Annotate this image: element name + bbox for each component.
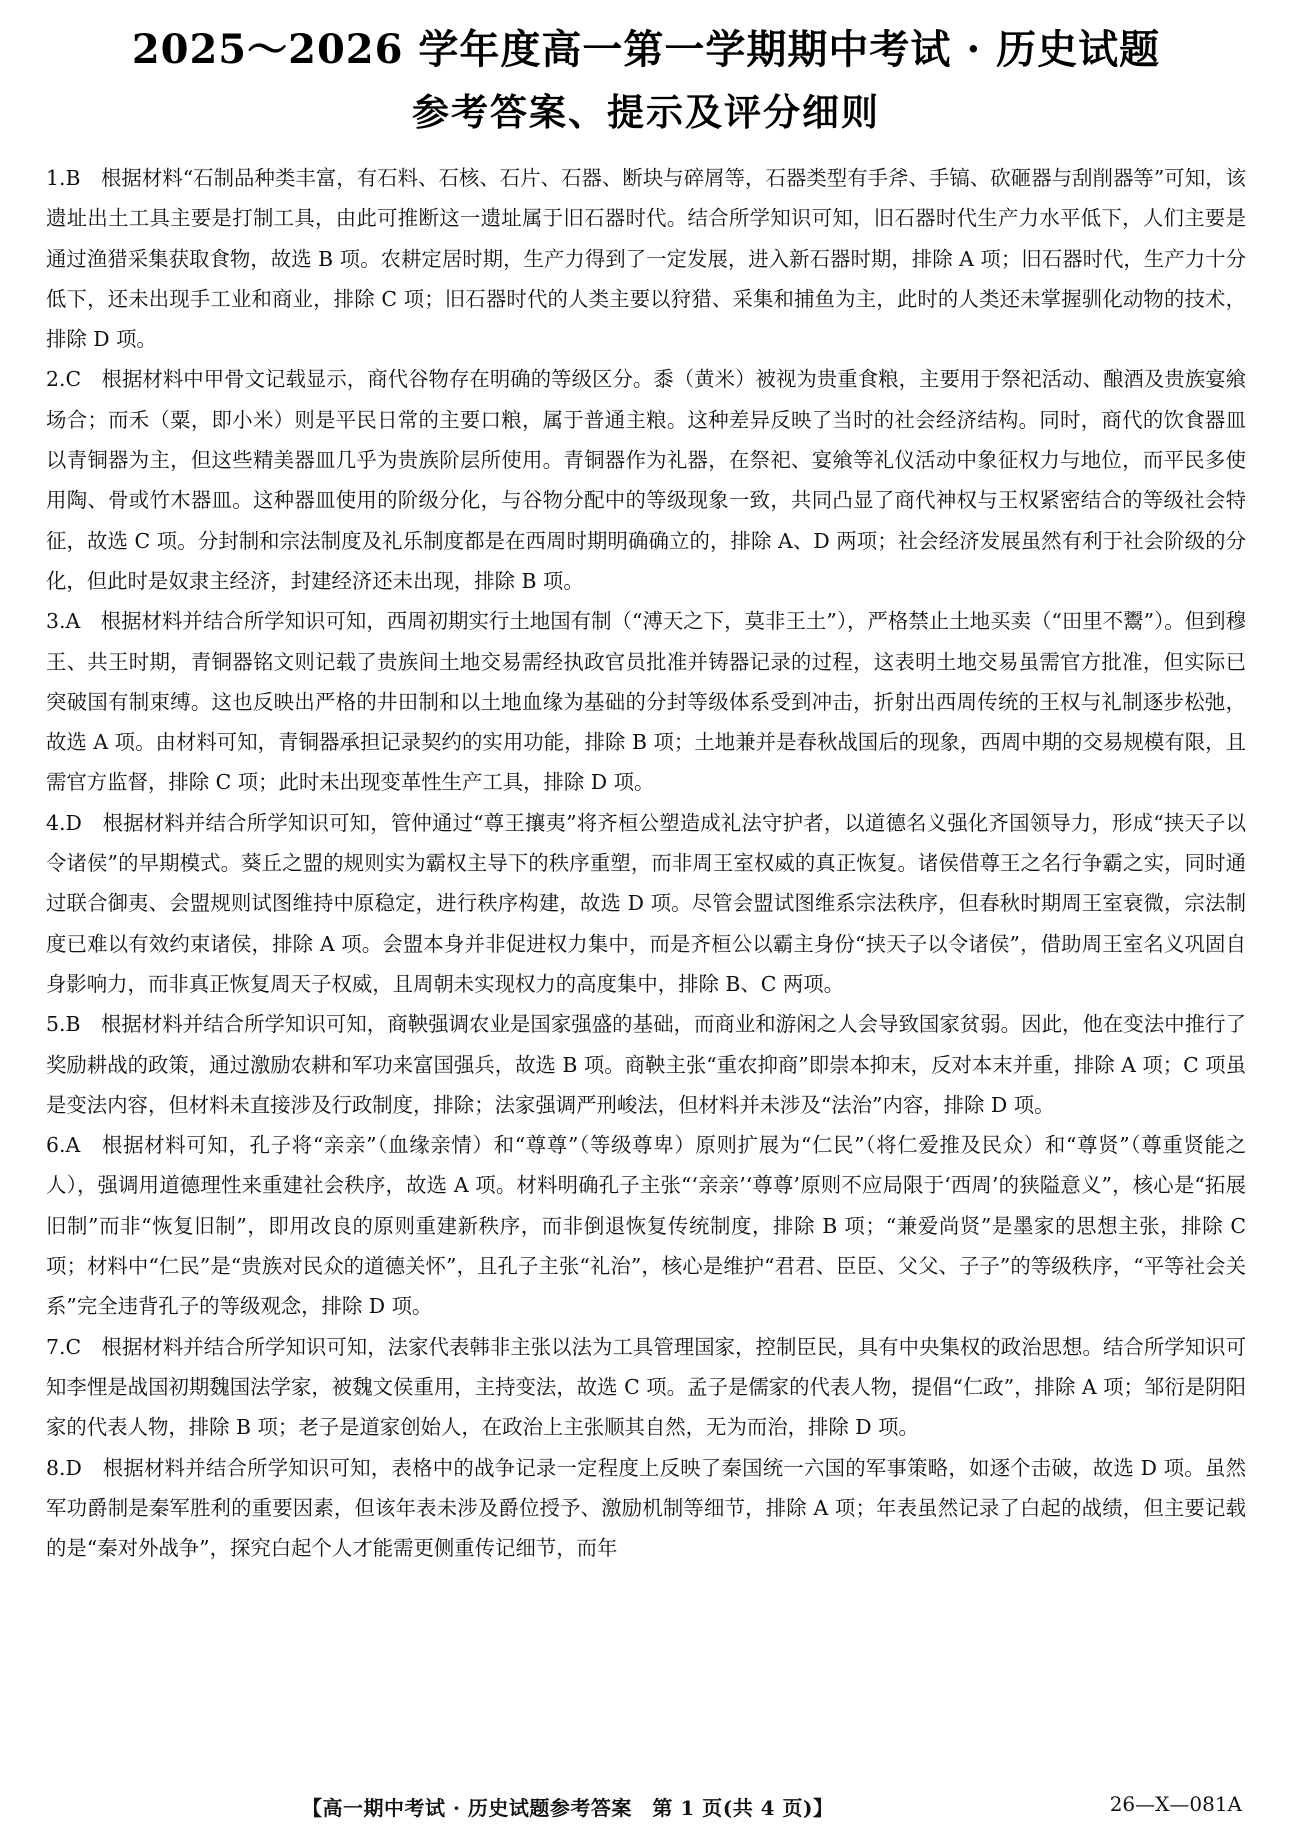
answer-text: 根据材料并结合所学知识可知，表格中的战争记录一定程度上反映了秦国统一六国的军事策略，如逐个击破，故选 D 项。虽然军功爵制是秦军胜利的重要因素，但该年表未涉及爵位授予、激励机制等细节，排除 A 项；年表虽然记录了白起的战绩，但主要记载的是“秦对外战争”，探究白起个人才能需更侧重传记细节，而年 (46, 1455, 1247, 1561)
answer-item-7 (46, 1327, 1246, 1448)
answer-text: 根据材料并结合所学知识可知，管仲通过“尊王攘夷”将齐桓公塑造成礼法守护者，以道德名义强化齐国领导力，形成“挟天子以令诸侯”的早期模式。葵丘之盟的规则实为霸权主导下的秩序重塑，而非周王室权威的真正恢复。诸侯借尊王之名行争霸之实，同时通过联合御夷、会盟规则试图维持中原稳定，进行秩序构建，故选 D 项。尽管会盟试图维系宗法秩序，但春秋时期周王室衰微，宗法制度已难以有效约束诸侯，排除 A 项。会盟本身并非促进权力集中，而是齐桓公以霸主身份“挟天子以令诸侯”，借助周王室名义巩固自身影响力，而非真正恢复周天子权威，且周朝未实现权力的高度集中，排除 B、C 两项。 (46, 810, 1246, 996)
page-title: 2025～2026 学年度高一第一学期期中考试 · 历史试题 (131, 26, 1161, 73)
answer-number: 4.D (46, 810, 82, 835)
answer-number: 1.B (46, 166, 81, 190)
answer-item-1 (46, 158, 1246, 359)
page-footer (0, 1792, 1292, 1826)
answer-text: 根据材料可知，孔子将“亲亲”（血缘亲情）和“尊尊”（等级尊卑）原则扩展为“仁民”（将仁爱推及民众）和“尊贤”（尊重贤能之人），强调用道德理性来重建社会秩序，故选 A 项。材料明确孔子主张“‘亲亲’‘尊尊’原则不应局限于‘西周’的狭隘意义”，核心是“拓展旧制”而非“恢复旧制”，即用改良的原则重建新秩序，而非倒退恢复传统制度，排除 B 项；“兼爱尚贤”是墨家的思想主张，排除 C 项；材料中“仁民”是“贵族对民众的道德关怀”，且孔子主张“礼治”，核心是维护“君君、臣臣、父父、子子”的等级秩序，“平等社会关系”完全违背孔子的等级观念，排除 D 项。 (46, 1133, 1247, 1319)
answer-number: 5.B (46, 1012, 81, 1037)
answer-number: 3.A (46, 609, 81, 634)
answer-item-5 (46, 1004, 1246, 1125)
answer-text: 根据材料“石制品种类丰富，有石料、石核、石片、石器、断块与碎屑等，石器类型有手斧、手镐、砍砸器与刮削器等”可知，该遗址出土工具主要是打制工具，由此可推断这一遗址属于旧石器时代。结合所学知识可知，旧石器时代生产力水平低下，人们主要是通过渔猎采集获取食物，故选 B 项。农耕定居时期，生产力得到了一定发展，进入新石器时期，排除 A 项；旧石器时代，生产力十分低下，还未出现手工业和商业，排除 C 项；旧石器时代的人类主要以狩猎、采集和捕鱼为主，此时的人类还未掌握驯化动物的技术，排除 D 项。 (46, 166, 1247, 352)
answer-text: 根据材料并结合所学知识可知，法家代表韩非主张以法为工具管理国家，控制臣民，具有中央集权的政治思想。结合所学知识可知李悝是战国初期魏国法学家，被魏文侯重用，主持变法，故选 C 项。孟子是儒家的代表人物，提倡“仁政”，排除 A 项；邹衍是阴阳家的代表人物，排除 B 项；老子是道家创始人，在政治上主张顺其自然，无为而治，排除 D 项。 (46, 1334, 1246, 1440)
answer-list (46, 158, 1246, 1568)
answer-item-6 (46, 1125, 1246, 1326)
answer-number: 7.C (46, 1334, 82, 1359)
answer-item-2 (46, 359, 1246, 601)
answer-item-8 (46, 1448, 1246, 1569)
answer-number: 8.D (46, 1455, 82, 1480)
answer-text: 根据材料中甲骨文记载显示，商代谷物存在明确的等级区分。黍（黄米）被视为贵重食粮，主要用于祭祀活动、酿酒及贵族宴飨场合；而禾（粟，即小米）则是平民日常的主要口粮，属于普通主粮。这种差异反映了当时的社会经济结构。同时，商代的饮食器皿以青铜器为主，但这些精美器皿几乎为贵族阶层所使用。青铜器作为礼器，在祭祀、宴飨等礼仪活动中象征权力与地位，而平民多使用陶、骨或竹木器皿。这种器皿使用的阶级分化，与谷物分配中的等级现象一致，共同凸显了商代神权与王权紧密结合的等级社会特征，故选 C 项。分封制和宗法制度及礼乐制度都是在西周时期明确确立的，排除 A、D 两项；社会经济发展虽然有利于社会阶级的分化，但此时是奴隶主经济，封建经济还未出现，排除 B 项。 (46, 367, 1246, 593)
answer-item-3 (46, 601, 1246, 802)
answer-item-4 (46, 803, 1246, 1004)
answer-text: 根据材料并结合所学知识可知，西周初期实行土地国有制（“溥天之下，莫非王土”），严格禁止土地买卖（“田里不鬻”）。但到穆王、共王时期，青铜器铭文则记载了贵族间土地交易需经执政官员批准并铸器记录的过程，这表明土地交易虽需官方批准，但实际已突破国有制束缚。这也反映出严格的井田制和以土地血缘为基础的分封等级体系受到冲击，折射出西周传统的王权与礼制逐步松弛，故选 A 项。由材料可知，青铜器承担记录契约的实用功能，排除 B 项；土地兼并是春秋战国后的现象，西周中期的交易规模有限，且需官方监督，排除 C 项；此时未出现变革性生产工具，排除 D 项。 (46, 609, 1247, 795)
page-subtitle: 参考答案、提示及评分细则 (412, 90, 880, 134)
footer-page-info: 【高一期中考试 · 历史试题参考答案 第 1 页(共 4 页)】 (302, 1796, 834, 1820)
answer-number: 6.A (46, 1133, 81, 1158)
footer-code: 26—X—081A (1109, 1792, 1242, 1816)
answer-number: 2.C (46, 367, 82, 392)
answer-text: 根据材料并结合所学知识可知，商鞅强调农业是国家强盛的基础，而商业和游闲之人会导致国家贫弱。因此，他在变法中推行了奖励耕战的政策，通过激励农耕和军功来富国强兵，故选 B 项。商鞅主张“重农抑商”即崇本抑末，反对本末并重，排除 A 项；C 项虽是变法内容，但材料未直接涉及行政制度，排除；法家强调严刑峻法，但材料并未涉及“法治”内容，排除 D 项。 (46, 1012, 1247, 1117)
